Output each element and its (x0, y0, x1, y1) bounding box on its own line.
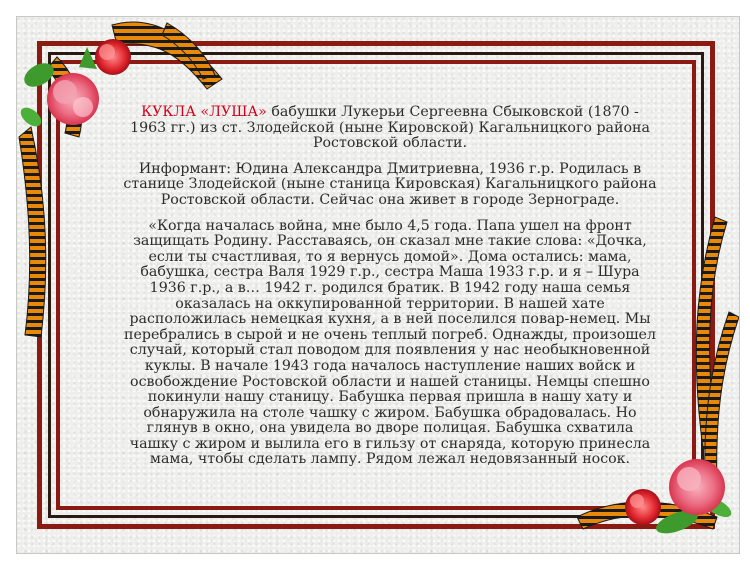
intro-paragraph (121, 105, 659, 152)
intro-text: бабушки Лукерьи Сергеевна Сбыковской (1870 - 1963 гг.) из ст. Злодейской (ныне Кировской) Кагальницкого района Ростовской области. (130, 104, 650, 152)
carnation-icon (17, 39, 131, 130)
document-text (121, 105, 659, 478)
doll-title: КУКЛА «ЛУША» (141, 104, 267, 120)
slide (16, 16, 740, 554)
informant-paragraph: Информант: Юдина Александра Дмитриевна, 1936 г.р. Родилась в станице Злодейской (ныне станица Кировская) Кагальницкого района Ростовской области. Сейчас она живет в городе Зернограде. (123, 160, 657, 208)
story-paragraph: «Когда началась война, мне было 4,5 года. Папа ушел на фронт защищать Родину. Расставаясь, он сказал мне такие слова: «Дочка, если ты счастливая, то я вернусь домой». Дома остались: мама, бабушка, сестра Валя 1929 г.р., сестра Маша 1933 г.р. и я – Шура 1936 г.р., а в… 1942 г. родился братик. В 1942 году наша семья оказалась на оккупированной территории. В нашей хате расположилась немецкая кухня, а в ней поселился повар-немец. Мы перебрались в сырой и не очень теплый погреб. Однажды, произошел случай, который стал поводом для появления у нас необыкновенной куклы. В начале 1943 года началось наступление наших войск и освобождение Ростовской области и нашей станицы. Немцы спешно покинули нашу станицу. Бабушка первая пришла в нашу хату и обнаружила на столе чашку с жиром. Бабушка обрадовалась. Но глянув в окно, она увидела во дворе полицая. Бабушка схватила чашку с жиром и вылила его в гильзу от снаряда, которую принесла мама, чтобы сделать лампу. Рядом лежал недовязанный носок. (124, 217, 656, 468)
